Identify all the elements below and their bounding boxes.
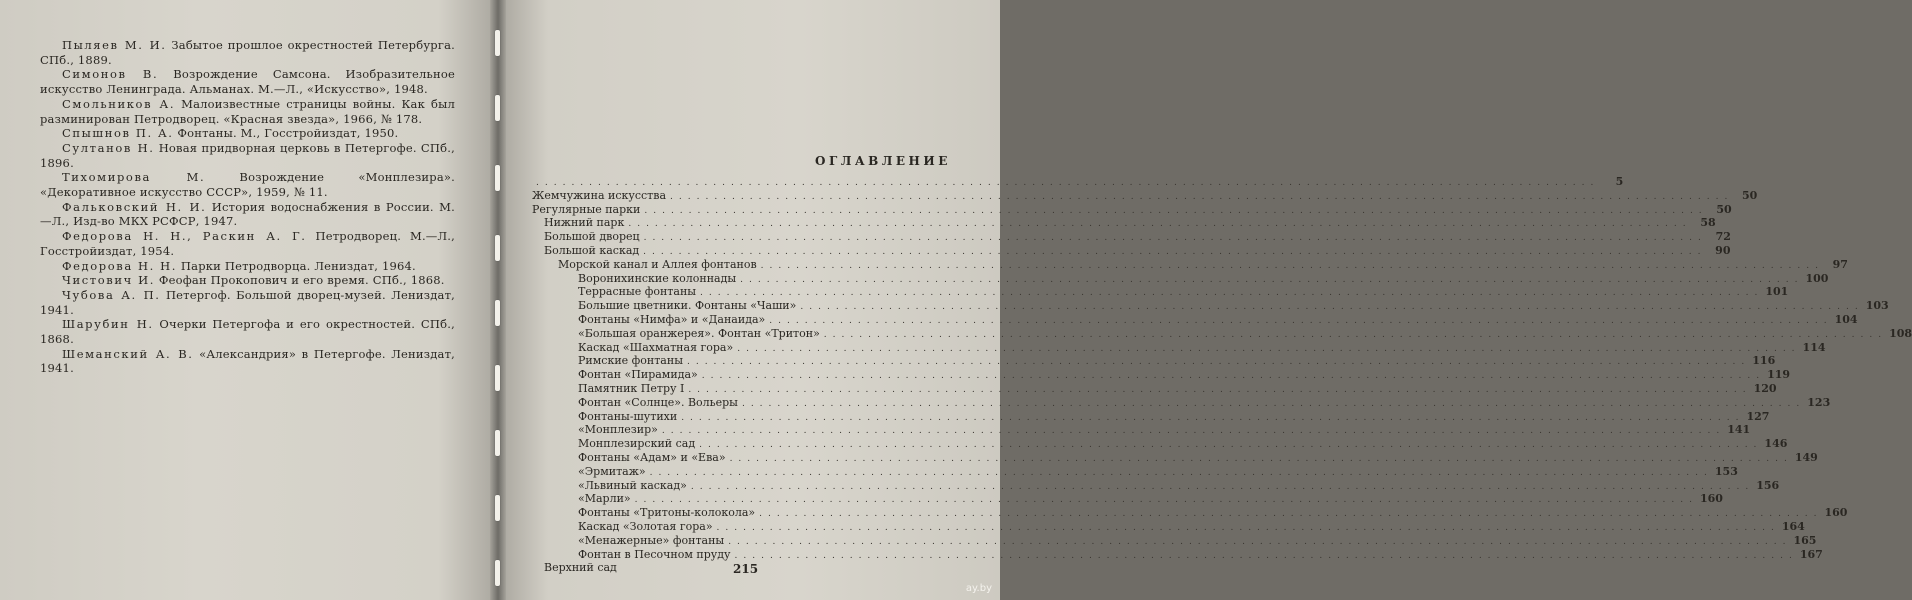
toc-entry-title: Фонтаны-шутихи [578, 409, 678, 423]
toc-entry-page: 160 [1824, 506, 1848, 520]
toc-entry-title: Каскад «Шахматная гора» [578, 340, 734, 354]
table-of-contents [532, 175, 1912, 575]
toc-entry-page: 156 [1756, 478, 1780, 492]
toc-entry-page: 146 [1764, 437, 1788, 451]
toc-entry-page: 119 [1767, 368, 1791, 382]
entry-text: Петродворец. М.—Л., Госстройиздат, 1954. [40, 229, 456, 258]
binding-stitch [495, 30, 500, 56]
toc-entry-page: 108 [1889, 326, 1912, 340]
toc-entry-page: 160 [1699, 492, 1723, 506]
entry-text: Феофан Прокопович и его время. СПб., 1868. [154, 273, 445, 288]
toc-entry-title: «Марли» [578, 492, 631, 506]
toc-entry [532, 257, 1848, 273]
toc-entry-title: Фонтаны «Тритоны-колокола» [578, 506, 756, 520]
bibliography-entry [40, 38, 455, 67]
toc-leader-dots: ........................................................................................................................ [634, 495, 1698, 506]
toc-entry-page: 114 [1802, 340, 1826, 354]
binding-stitch [495, 300, 500, 326]
toc-leader-dots: ........................................................................................................................ [686, 357, 1751, 368]
toc-entry [532, 312, 1858, 328]
toc-entry-title: Фонтан «Пирамида» [578, 368, 698, 382]
toc-leader-dots: ........................................................................................................................ [688, 384, 1752, 395]
binding-stitch [495, 430, 500, 456]
bibliography-entry [40, 126, 455, 141]
entry-author: Чистович И. [62, 273, 155, 288]
bibliography-entry [40, 97, 455, 126]
toc-entry [532, 547, 1823, 563]
bibliography-entry [40, 273, 455, 288]
entry-author: Федорова Н. Н. [62, 258, 178, 273]
toc-entry [532, 188, 1758, 204]
toc-leader-dots: ........................................................................................................................ [800, 302, 1864, 313]
bibliography-entry [40, 347, 455, 376]
toc-entry [532, 423, 1751, 438]
entry-author: Тихомирова М. [62, 170, 206, 185]
toc-entry [532, 230, 1731, 245]
entry-author: Шарубин Н. [62, 317, 154, 332]
toc-entry [532, 533, 1817, 549]
binding-stitch [495, 235, 500, 261]
toc-entry [532, 271, 1829, 287]
toc-leader-dots: ........................................................................................................................ [729, 453, 1793, 464]
toc-entry [532, 450, 1818, 466]
entry-text: Забытое прошлое окрестностей Петербурга. СПб., 1889. [40, 38, 455, 67]
toc-entry-title: «Монплезир» [578, 423, 658, 437]
entry-text: История водоснабжения в России. М.—Л., Изд-во МКХ РСФСР, 1947. [40, 199, 455, 229]
toc-leader-dots: ........................................................................................................................ [760, 260, 1824, 271]
toc-leader-dots: ........................................................................................................................ [644, 205, 1708, 216]
toc-entry-page: 153 [1714, 464, 1738, 478]
toc-entry-page: 58 [1700, 216, 1716, 230]
toc-entry-title: Жемчужина искусства [532, 188, 667, 202]
toc-entry [532, 285, 1789, 300]
entry-text: Парки Петродворца. Лениздат, 1964. [177, 258, 416, 273]
toc-leader-dots: ........................................................................................................................ [699, 440, 1763, 451]
toc-entry-page: 90 [1715, 243, 1731, 257]
toc-entry-title: Верхний сад [544, 561, 617, 575]
toc-leader-dots: ........................................................................................................................ [734, 550, 1798, 561]
toc-entry-page: 50 [1716, 202, 1732, 216]
entry-author: Фальковский Н. И. [62, 199, 207, 214]
entry-author: Федорова Н. Н., Раскин А. Г. [62, 229, 307, 244]
toc-leader-dots: ........................................................................................................................ [769, 315, 1833, 326]
toc-entry-title: «Львиный каскад» [578, 478, 687, 492]
toc-entry-page: 116 [1752, 354, 1776, 368]
toc-leader-dots: ........................................................................................................................ [740, 274, 1804, 285]
toc-leader-dots: ........................................................................................................................ [690, 481, 1755, 492]
entry-text: Возрождение «Монплезира». «Декоративное искусство СССР», 1959, № 11. [40, 170, 455, 200]
toc-entry-title: Монплезирский сад [578, 437, 696, 451]
toc-entry [532, 395, 1831, 411]
binding-stitch [495, 95, 500, 121]
entry-author: Чубова А. П. [62, 287, 161, 302]
toc-entry-page: 5 [1615, 175, 1624, 188]
toc-entry [532, 354, 1776, 369]
toc-entry-title: Воронихинские колоннады [578, 271, 737, 285]
toc-entry-page: 141 [1727, 423, 1751, 437]
watermark: ay.by [965, 583, 992, 594]
toc-leader-dots: ........................................................................................................................ [628, 219, 1692, 230]
toc-entry-title: «Большая оранжерея». Фонтан «Тритон» [578, 326, 820, 340]
toc-entry-page: 164 [1781, 519, 1805, 533]
toc-entry [532, 464, 1738, 480]
toc-entry-title: Большой дворец [544, 230, 640, 244]
entry-author: Смольников А. [62, 96, 176, 111]
toc-leader-dots: ........................................................................................................................ [716, 522, 1780, 533]
toc-entry [532, 243, 1731, 259]
toc-entry-page: 50 [1742, 188, 1758, 202]
bibliography-entry [40, 229, 455, 258]
toc-leader-dots: ........................................................................................................................ [737, 343, 1801, 354]
toc-leader-dots: ........................................................................................................................ [536, 178, 1600, 188]
bibliography-entry [40, 141, 455, 170]
toc-entry-page: 72 [1715, 230, 1731, 244]
toc-leader-dots: ........................................................................................................................ [741, 398, 1806, 409]
toc-entry-title: Регулярные парки [532, 202, 641, 216]
entry-text: Фонтаны. М., Госстройиздат, 1950. [173, 126, 399, 141]
entry-author: Султанов Н. [62, 140, 155, 155]
toc-entry-title: Фонтаны «Нимфа» и «Данаида» [578, 312, 766, 326]
toc-leader-dots: ........................................................................................................................ [728, 536, 1792, 547]
entry-text: Новая придворная церковь в Петергофе. СПб., 1896. [40, 140, 455, 170]
toc-entry-page: 100 [1805, 271, 1829, 285]
binding-stitch [495, 495, 500, 521]
bibliography-entry [40, 200, 455, 229]
toc-entry [532, 519, 1805, 535]
toc-entry-title: Римские фонтаны [578, 354, 683, 368]
toc-entry [532, 326, 1912, 342]
toc-entry-page: 101 [1765, 285, 1789, 299]
binding-stitch [495, 365, 500, 391]
entry-text: Петергоф. Большой дворец-музей. Лениздат, 1941. [40, 287, 455, 317]
toc-entry-page: 165 [1793, 533, 1817, 547]
entry-text: Возрождение Самсона. Изобразительное искусство Ленинграда. Альманах. М.—Л., «Искусство», 1948. [40, 67, 455, 97]
toc-leader-dots: ........................................................................................................................ [701, 371, 1766, 382]
toc-leader-dots: ........................................................................................................................ [759, 509, 1823, 520]
toc-entry-page: 123 [1807, 395, 1831, 409]
toc-entry-title: Фонтаны «Адам» и «Ева» [578, 450, 726, 464]
toc-entry [532, 437, 1788, 452]
toc-entry-title: Большой каскад [544, 243, 640, 257]
entry-text: Очерки Петергофа и его окрестностей. СПб., 1868. [40, 317, 455, 347]
toc-entry [532, 492, 1723, 507]
binding-stitch [495, 560, 500, 586]
toc-leader-dots: ........................................................................................................................ [700, 288, 1764, 299]
bibliography-entry [40, 67, 455, 96]
entry-author: Шеманский А. В. [62, 346, 194, 361]
toc-entry-title: «Эрмитаж» [578, 464, 646, 478]
left-page [0, 0, 498, 600]
toc-entry-title: Террасные фонтаны [578, 285, 697, 299]
toc-entry [532, 175, 1624, 190]
toc-entry-title: Фонтан в Песочном пруду [578, 547, 731, 561]
toc-entry [532, 409, 1770, 425]
entry-author: Пыляев М. И. [62, 38, 167, 52]
toc-entry [532, 299, 1889, 314]
toc-entry-title: Фонтан «Солнце». Вольеры [578, 395, 738, 409]
toc-entry [532, 216, 1716, 231]
toc-leader-dots: ........................................................................................................................ [643, 246, 1707, 257]
binding-stitch [495, 165, 500, 191]
toc-entry-page: 97 [1832, 257, 1848, 271]
toc-entry-title: Нижний парк [544, 216, 625, 230]
toc-entry-title: Памятник Петру I [578, 381, 685, 395]
toc-entry-page: 103 [1865, 299, 1889, 313]
toc-entry-page: 149 [1794, 450, 1818, 464]
toc-entry [532, 506, 1848, 521]
bibliography-entry [40, 288, 455, 317]
page-number: 215 [733, 562, 759, 576]
toc-entry [532, 202, 1732, 218]
toc-heading: ОГЛАВЛЕНИЕ [815, 154, 951, 168]
toc-leader-dots: ........................................................................................................................ [643, 233, 1707, 244]
toc-leader-dots: ........................................................................................................................ [670, 191, 1734, 202]
bibliography-entry [40, 259, 455, 274]
entry-author: Симонов В. [62, 67, 159, 82]
toc-leader-dots: ........................................................................................................................ [649, 467, 1713, 478]
toc-entry-page: 104 [1834, 312, 1858, 326]
entry-text: «Александрия» в Петергофе. Лениздат, 1941. [40, 346, 455, 376]
entry-text: Малоизвестные страницы войны. Как был разминирован Петродворец. «Красная звезда», 1966, № 178. [40, 96, 455, 126]
toc-entry-title: Каскад «Золотая гора» [578, 519, 713, 533]
toc-entry-title: Морской канал и Аллея фонтанов [558, 257, 757, 271]
bibliography-entry [40, 170, 455, 199]
bibliography-list [40, 38, 455, 376]
toc-leader-dots: ........................................................................................................................ [681, 412, 1745, 423]
toc-entry [532, 478, 1780, 494]
bibliography-entry [40, 317, 455, 346]
toc-entry-page: 167 [1799, 547, 1823, 561]
toc-entry-title: Большие цветники. Фонтаны «Чаши» [578, 299, 797, 313]
toc-entry-title: «Менажерные» фонтаны [578, 533, 725, 547]
toc-leader-dots: ........................................................................................................................ [823, 329, 1888, 340]
toc-entry-page: 120 [1753, 381, 1777, 395]
toc-entry [532, 340, 1826, 356]
toc-entry [532, 368, 1791, 383]
entry-author: Спышнов П. А. [62, 126, 174, 141]
toc-leader-dots: ........................................................................................................................ [661, 426, 1726, 437]
toc-entry [532, 381, 1777, 397]
toc-entry-page: 127 [1746, 409, 1770, 423]
